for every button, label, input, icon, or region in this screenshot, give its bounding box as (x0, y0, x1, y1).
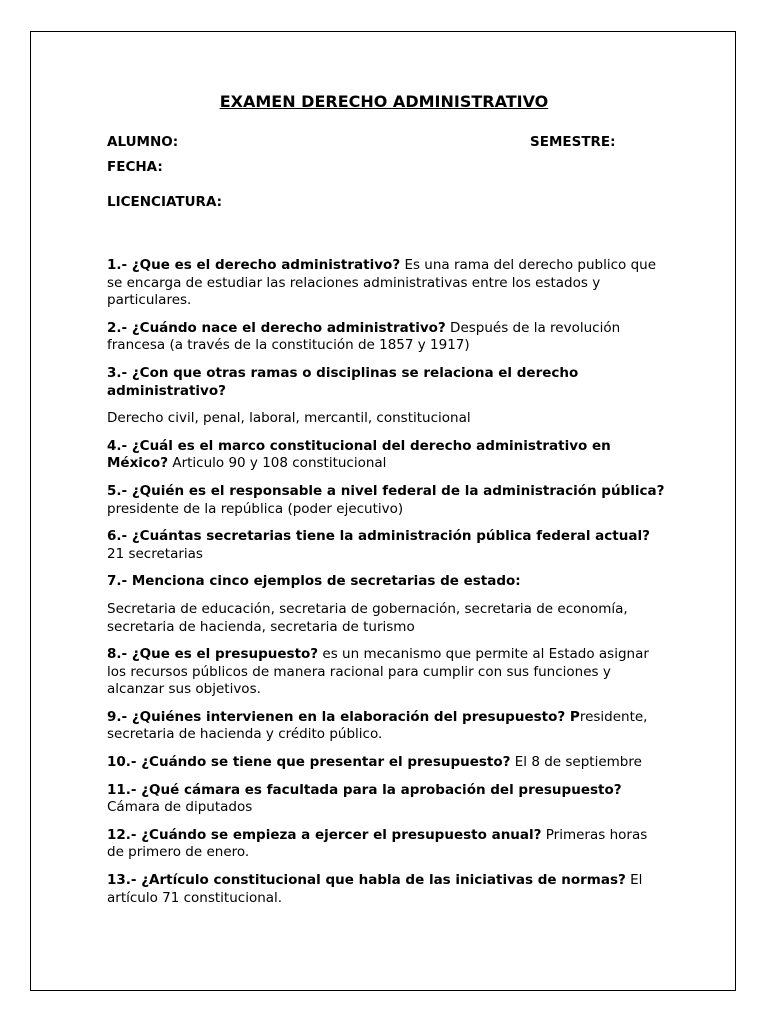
answer-text: El artículo 71 constitucional. (107, 872, 643, 906)
question-item (107, 709, 667, 744)
question-text: 11.- ¿Qué cámara es facultada para la aprobación del presupuesto? (107, 781, 622, 798)
question-item (107, 365, 667, 400)
answer-text: Derecho civil, penal, laboral, mercantil, constitucional (107, 410, 471, 427)
answer-text: El 8 de septiembre (510, 754, 642, 771)
question-text: 9.- ¿Quiénes intervienen en la elaboración del presupuesto? P (107, 708, 580, 725)
question-text: 5.- ¿Quién es el responsable a nivel federal de la administración pública? (107, 482, 665, 499)
question-text: 8.- ¿Que es el presupuesto? (107, 646, 319, 663)
question-item (107, 646, 667, 699)
answer-text: presidente de la república (poder ejecutivo) (107, 500, 404, 517)
licenciatura-label: LICENCIATURA: (107, 194, 223, 210)
answer-text: Es una rama del derecho publico que se encarga de estudiar las relaciones administrativas entre los estados y particulares. (107, 257, 656, 309)
question-text: 6.- ¿Cuántas secretarias tiene la administración pública federal actual? (107, 528, 650, 545)
answer-text: Después de la revolución francesa (a través de la constitución de 1857 y 1917) (107, 319, 621, 354)
question-item (107, 528, 667, 563)
question-text: 12.- ¿Cuándo se empieza a ejercer el presupuesto anual? (107, 826, 542, 843)
question-text: 3.- ¿Con que otras ramas o disciplinas se relaciona el derecho administrativo? (107, 364, 579, 399)
alumno-label: ALUMNO: (107, 134, 179, 150)
questions-list (107, 257, 667, 917)
answer-text: residente, secretaria de hacienda y crédito público. (107, 708, 648, 743)
question-text: 1.- ¿Que es el derecho administrativo? (107, 257, 401, 273)
answer-paragraph (107, 601, 667, 636)
question-item (107, 483, 667, 518)
question-item (107, 754, 667, 772)
question-item (107, 827, 667, 862)
question-text: 10.- ¿Cuándo se tiene que presentar el presupuesto? (107, 754, 511, 771)
answer-text: Secretaria de educación, secretaria de gobernación, secretaria de economía, secretaria de hacienda, secretaria de turismo (107, 600, 628, 635)
question-item (107, 782, 667, 817)
question-text: 7.- Menciona cinco ejemplos de secretarias de estado: (107, 573, 521, 590)
question-text: 4.- ¿Cuál es el marco constitucional del derecho administrativo en México? (107, 437, 611, 472)
question-item (107, 320, 667, 355)
answer-text: 21 secretarias (107, 545, 203, 562)
semestre-label: SEMESTRE: (530, 134, 616, 150)
answer-text: Cámara de diputados (107, 799, 253, 816)
question-item (107, 257, 667, 310)
answer-text: Articulo 90 y 108 constitucional (168, 455, 387, 472)
answer-paragraph (107, 410, 667, 428)
answer-text: es un mecanismo que permite al Estado asignar los recursos públicos de manera racional para cumplir con sus funciones y alcanzar sus objetivos. (107, 646, 649, 698)
answer-text: Primeras horas de primero de enero. (107, 826, 648, 861)
question-text: 2.- ¿Cuándo nace el derecho administrativo? (107, 319, 446, 336)
document-page (30, 31, 736, 991)
fecha-label: FECHA: (107, 159, 163, 175)
question-item (107, 438, 667, 473)
question-item (107, 872, 667, 907)
question-text: 13.- ¿Artículo constitucional que habla de las iniciativas de normas? (107, 872, 626, 889)
question-item (107, 573, 667, 591)
document-title: EXAMEN DERECHO ADMINISTRATIVO (219, 92, 549, 111)
